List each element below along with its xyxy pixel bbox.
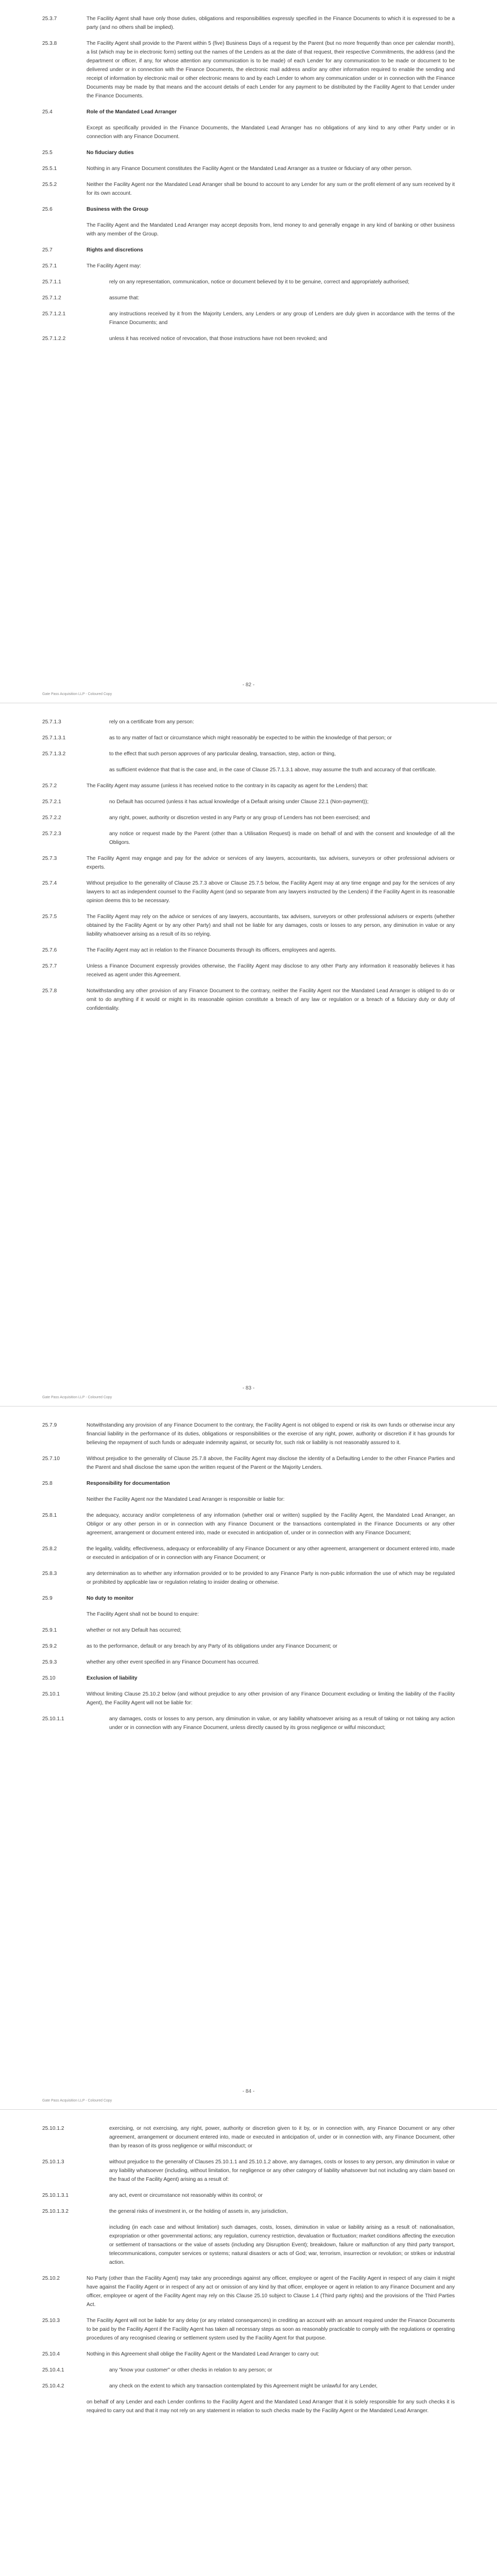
clause xyxy=(42,2158,455,2184)
page-number: - 84 - xyxy=(242,2089,255,2094)
clause-number: 25.7.10 xyxy=(42,1456,60,1462)
clause-number: 25.6 xyxy=(42,207,53,212)
clause xyxy=(42,1421,455,1447)
clause-number: 25.10.2 xyxy=(42,2276,60,2281)
clause xyxy=(42,798,455,806)
heading-text: Business with the Group xyxy=(87,207,148,212)
clause xyxy=(42,1626,455,1635)
clause-number: 25.5 xyxy=(42,150,53,156)
clause-number: 25.7.1.2 xyxy=(42,295,61,301)
section-heading xyxy=(42,108,455,116)
clause xyxy=(42,766,455,774)
page-number: - 82 - xyxy=(242,682,255,688)
clause-number: 25.7.9 xyxy=(42,1422,57,1428)
clause xyxy=(42,962,455,979)
clause-text: including (in each case and without limitation) such damages, costs, losses, diminution in value or liability arising as a result of: nationalisation, expropriation or other governmental actions; any regulation, currency restriction, devaluation or fluctuation; market conditions affecting the execution or settlement of transactions or the value of assets (including any Disruption Event); breakdown, failure or malfunction of any third party transport, telecommunications, computer services or systems; natural disasters or acts of God; war, terrorism, insurrection or revolution; or strikes or industrial action. xyxy=(109,2225,455,2265)
clause-number: 25.10.1.3.1 xyxy=(42,2193,68,2198)
clause-text: as sufficient evidence that that is the case and, in the case of Clause 25.7.1.3.1 above, may assume the truth and accuracy of that certificate. xyxy=(109,767,437,773)
clause-number: 25.8.1 xyxy=(42,1513,57,1518)
clause-text: the adequacy, accuracy and/or completeness of any information (whether oral or written) supplied by the Facility Agent, the Mandated Lead Arranger, an Obligor or any other person in or in connection with any Finance Document or the transactions contemplated in the Finance Documents or any other agreement, arrangement or document entered into, made or executed in anticipation of, under or in connection with any Finance Document; xyxy=(87,1513,455,1536)
clause xyxy=(42,1610,455,1619)
clause-text: Notwithstanding any other provision of any Finance Document to the contrary, neither the Facility Agent nor the Mandated Lead Arranger is obliged to do or omit to do anything if it would or might in its reasonable opinion constitute a breach of any law or regulation or a breach of a fiduciary duty or duty of confidentiality. xyxy=(87,988,455,1011)
clause xyxy=(42,1545,455,1562)
clause xyxy=(42,1495,455,1504)
clause xyxy=(42,912,455,939)
page-number: - 83 - xyxy=(242,1385,255,1391)
clause-text: on behalf of any Lender and each Lender confirms to the Facility Agent and the Mandated Lead Arranger that it is solely responsible for any such checks it is required to carry out and that it may not rely on any statement in relation to such checks made by the Facility Agent or the Mandated Lead Arranger. xyxy=(87,2399,455,2414)
clause xyxy=(42,14,455,32)
page-footer: Gate Pass Acquisition LLP - Coloured Copy xyxy=(42,1396,112,1399)
clause xyxy=(42,1511,455,1537)
clause-text: Unless a Finance Document expressly provides otherwise, the Facility Agent may disclose to any other Party any information it reasonably believes it has received as agent under this Agreement. xyxy=(87,963,455,978)
page-content xyxy=(42,14,455,343)
clause-number: 25.7.1.2.1 xyxy=(42,311,66,317)
document-page xyxy=(0,1406,497,2109)
clause xyxy=(42,829,455,847)
clause-text: The Facility Agent shall have only those duties, obligations and responsibilities expressly specified in the Finance Documents to which it is expressed to be a party (and no others shall be implied). xyxy=(87,16,455,30)
clause-number: 25.7.3 xyxy=(42,856,57,861)
clause xyxy=(42,164,455,173)
clause-text: the general risks of investment in, or the holding of assets in, any jurisdiction, xyxy=(109,2209,288,2214)
clause-text: to the effect that such person approves of any particular dealing, transaction, step, action or thing, xyxy=(109,751,336,757)
clause xyxy=(42,2223,455,2267)
clause xyxy=(42,987,455,1013)
clause-text: Notwithstanding any provision of any Finance Document to the contrary, the Facility Agent is not obliged to expend or risk its own funds or otherwise incur any financial liability in the performance of its duties, obligations or responsibilities or the exercise of any right, power, authority or discretion if it has grounds for believing the repayment of such funds or adequate indemnity against, or security for, such risk or liability is not reasonably assured to it. xyxy=(87,1422,455,1446)
clause xyxy=(42,854,455,872)
document-page xyxy=(0,0,497,703)
clause xyxy=(42,1642,455,1651)
section-heading xyxy=(42,148,455,157)
heading-text: No fiduciary duties xyxy=(87,150,134,156)
clause xyxy=(42,278,455,286)
document-page xyxy=(0,703,497,1406)
page-content xyxy=(42,718,455,1013)
clause-text: rely on any representation, communication, notice or document believed by it to be genuine, correct and appropriately authorised; xyxy=(109,279,409,285)
clause-number: 25.7.1.1 xyxy=(42,279,61,285)
page-content xyxy=(42,1421,455,1732)
clause xyxy=(42,124,455,141)
clause xyxy=(42,1454,455,1472)
clause-text: The Facility Agent shall provide to the Parent within 5 (five) Business Days of a request by the Parent (but no more frequently than once per calendar month), a list (which may be in electronic form) setting out the names of the Lenders as at the date of that request, their respective Commitments, the address (and the department or officer, if any, for whose attention any communication is to be made) of each Lender for any communication to be made or document to be delivered under or in connection with the Finance Documents, the electronic mail address and/or any other information required to enable the sending and receipt of information by electronic mail or other electronic means to and by each Lender to whom any communication under or in connection with the Finance Documents may be made by that means and the account details of each Lender for any payment to be distributed by the Facility Agent to that Lender under the Finance Documents. xyxy=(87,41,455,99)
clause-number: 25.10.1.2 xyxy=(42,2126,64,2131)
clause-number: 25.3.8 xyxy=(42,41,57,46)
clause xyxy=(42,734,455,742)
clause-text: Neither the Facility Agent nor the Mandated Lead Arranger shall be bound to account to any Lender for any sum or the profit element of any sum received by it for its own account. xyxy=(87,182,455,196)
clause xyxy=(42,782,455,790)
clause-number: 25.8.3 xyxy=(42,1571,57,1577)
clause-number: 25.8 xyxy=(42,1481,53,1486)
clause-number: 25.10 xyxy=(42,1675,56,1681)
clause-text: assume that: xyxy=(109,295,140,301)
clause xyxy=(42,2316,455,2343)
clause-text: The Facility Agent may assume (unless it has received notice to the contrary in its capacity as agent for the Lenders) that: xyxy=(87,783,369,789)
clause-text: as to the performance, default or any breach by any Party of its obligations under any Finance Document; or xyxy=(87,1643,338,1649)
clause-number: 25.9.3 xyxy=(42,1659,57,1665)
heading-text: Responsibility for documentation xyxy=(87,1481,170,1486)
section-heading xyxy=(42,1674,455,1683)
clause-text: The Facility Agent may: xyxy=(87,263,141,269)
clause xyxy=(42,334,455,343)
clause-number: 25.7.7 xyxy=(42,963,57,969)
clause-text: any notice or request made by the Parent (other than a Utilisation Request) is made on behalf of and with the consent and knowledge of all the Obligors. xyxy=(109,831,455,845)
clause-number: 25.9.2 xyxy=(42,1643,57,1649)
clause-text: no Default has occurred (unless it has actual knowledge of a Default arising under Clause 22.1 (Non-payment)); xyxy=(109,799,369,805)
clause-number: 25.7.2.2 xyxy=(42,815,61,821)
clause-number: 25.10.3 xyxy=(42,2318,60,2324)
clause-number: 25.10.1 xyxy=(42,1691,60,1697)
clause-number: 25.3.7 xyxy=(42,16,57,22)
clause-text: The Facility Agent may engage and pay for the advice or services of any lawyers, accountants, tax advisers, surveyors or other professional advisers or experts. xyxy=(87,856,455,870)
clause xyxy=(42,2366,455,2375)
clause xyxy=(42,2124,455,2150)
clause-number: 25.10.1.1 xyxy=(42,1716,64,1722)
clause-text: Without prejudice to the generality of Clause 25.7.3 above or Clause 25.7.5 below, the Facility Agent may at any time engage and pay for the services of any lawyers to act as independent counsel to the Facility Agent (and so separate from any lawyers instructed by the Lenders) if the Facility Agent in its reasonable opinion deems this to be necessary. xyxy=(87,880,455,904)
clause-text: any determination as to whether any information provided or to be provided to any Finance Party is non-public information the use of which may be regulated or prohibited by applicable law or regulation relating to insider dealing or otherwise. xyxy=(87,1571,455,1585)
clause-number: 25.10.4.2 xyxy=(42,2383,64,2389)
clause-number: 25.7 xyxy=(42,247,53,253)
clause-number: 25.9.1 xyxy=(42,1628,57,1633)
clause-text: The Facility Agent and the Mandated Lead Arranger may accept deposits from, lend money to and generally engage in any kind of banking or other business with any member of the Group. xyxy=(87,223,455,237)
heading-text: Role of the Mandated Lead Arranger xyxy=(87,109,177,115)
clause-text: The Facility Agent may rely on the advice or services of any lawyers, accountants, tax advisers, surveyors or other professional advisers or experts (whether obtained by the Facility Agent or by any other Party) and shall not be liable for any damages, costs or losses to any person, any diminution in value or any liability whatsoever arising as a result of its so relying. xyxy=(87,914,455,937)
clause xyxy=(42,2274,455,2309)
clause-text: rely on a certificate from any person: xyxy=(109,719,194,725)
heading-text: No duty to monitor xyxy=(87,1596,134,1601)
clause-number: 25.7.1.2.2 xyxy=(42,336,66,342)
clause xyxy=(42,2382,455,2391)
clause xyxy=(42,2398,455,2415)
clause-text: The Facility Agent may act in relation to the Finance Documents through its officers, employees and agents. xyxy=(87,947,337,953)
page-footer: Gate Pass Acquisition LLP - Coloured Copy xyxy=(42,692,112,696)
clause xyxy=(42,814,455,822)
clause-text: as to any matter of fact or circumstance which might reasonably be expected to be within the knowledge of that person; or xyxy=(109,735,392,741)
page-content xyxy=(42,2124,455,2415)
clause xyxy=(42,39,455,100)
heading-text: Rights and discretions xyxy=(87,247,143,253)
section-heading xyxy=(42,1479,455,1488)
clause xyxy=(42,750,455,758)
clause-text: Without limiting Clause 25.10.2 below (and without prejudice to any other provision of any Finance Document excluding or limiting the liability of the Facility Agent), the Facility Agent will not be liable for: xyxy=(87,1691,455,1706)
clause-text: any instructions received by it from the Majority Lenders, any Lenders or any group of Lenders are duly given in accordance with the terms of the Finance Documents; and xyxy=(109,311,455,326)
clause-text: whether or not any Default has occurred; xyxy=(87,1628,182,1633)
clause-number: 25.7.8 xyxy=(42,988,57,994)
clause-text: any right, power, authority or discretion vested in any Party or any group of Lenders has not been exercised; and xyxy=(109,815,370,821)
clause-text: any damages, costs or losses to any person, any diminution in value, or any liability whatsoever arising as a result of taking or not taking any action under or in connection with any Finance Document, unless directly caused by its gross negligence or wilful misconduct; xyxy=(109,1716,455,1731)
clause-number: 25.7.5 xyxy=(42,914,57,920)
clause-number: 25.10.4 xyxy=(42,2351,60,2357)
clause xyxy=(42,262,455,270)
clause-number: 25.7.1 xyxy=(42,263,57,269)
heading-text: Exclusion of liability xyxy=(87,1675,138,1681)
clause-number: 25.10.4.1 xyxy=(42,2367,64,2373)
clause xyxy=(42,1569,455,1587)
clause-number: 25.9 xyxy=(42,1596,53,1601)
clause xyxy=(42,180,455,198)
clause-number: 25.4 xyxy=(42,109,53,115)
clause xyxy=(42,1658,455,1667)
clause-number: 25.7.4 xyxy=(42,880,57,886)
clause-number: 25.7.2 xyxy=(42,783,57,789)
clause-text: The Facility Agent will not be liable for any delay (or any related consequences) in crediting an account with an amount required under the Finance Documents to be paid by the Facility Agent if the Facility Agent has taken all necessary steps as soon as reasonably practicable to comply with the regulations or operating procedures of any recognised clearing or settlement system used by the Facility Agent for that purpose. xyxy=(87,2318,455,2341)
clause xyxy=(42,946,455,955)
clause xyxy=(42,879,455,905)
clause-text: whether any other event specified in any Finance Document has occurred. xyxy=(87,1659,260,1665)
clause xyxy=(42,1715,455,1732)
clause-number: 25.7.1.3.2 xyxy=(42,751,66,757)
clause-text: exercising, or not exercising, any right, power, authority or discretion given to it by, or in connection with, any Finance Document or any other agreement, arrangement or document entered into, made or executed in anticipation of, under or in connection with, any Finance Document, other than by reason of its gross negligence or wilful misconduct; or xyxy=(109,2126,455,2149)
clause-text: without prejudice to the generality of Clauses 25.10.1.1 and 25.10.1.2 above, any damages, costs or losses to any person, any diminution in value or any liability whatsoever (including, without limitation, for negligence or any other category of liability whatsoever but not including any claim based on the fraud of the Facility Agent) arising as a result of: xyxy=(109,2159,455,2182)
section-heading xyxy=(42,1594,455,1603)
clause-number: 25.7.1.3 xyxy=(42,719,61,725)
clause-text: any "know your customer" or other checks in relation to any person; or xyxy=(109,2367,272,2373)
clause-text: any check on the extent to which any transaction contemplated by this Agreement might be unlawful for any Lender, xyxy=(109,2383,378,2389)
clause-text: No Party (other than the Facility Agent) may take any proceedings against any officer, employee or agent of the Facility Agent in respect of any claim it might have against the Facility Agent or in respect of any act or omission of any kind by that officer, employee or agent in relation to any Finance Document and any officer, employee or agent of the Facility Agent may rely on this Clause 25.10 subject to Clause 1.4 (Third party rights) and the provisions of the Third Parties Act. xyxy=(87,2276,455,2308)
clause xyxy=(42,294,455,302)
page-footer: Gate Pass Acquisition LLP - Coloured Copy xyxy=(42,2099,112,2103)
clause xyxy=(42,221,455,239)
clause-number: 25.5.1 xyxy=(42,166,57,172)
clause xyxy=(42,1690,455,1707)
clause-number: 25.8.2 xyxy=(42,1546,57,1552)
clause xyxy=(42,2191,455,2200)
document-page xyxy=(0,2110,497,2576)
clause xyxy=(42,2207,455,2216)
clause xyxy=(42,2350,455,2359)
clause-text: Neither the Facility Agent nor the Mandated Lead Arranger is responsible or liable for: xyxy=(87,1497,285,1502)
clause-text: Except as specifically provided in the Finance Documents, the Mandated Lead Arranger has no obligations of any kind to any other Party under or in connection with any Finance Document. xyxy=(87,125,455,140)
clause-number: 25.10.1.3.2 xyxy=(42,2209,68,2214)
clause-number: 25.10.1.3 xyxy=(42,2159,64,2165)
clause-number: 25.7.2.3 xyxy=(42,831,61,837)
clause-text: any act, event or circumstance not reasonably within its control; or xyxy=(109,2193,263,2198)
clause-number: 25.7.2.1 xyxy=(42,799,61,805)
clause-text: Without prejudice to the generality of Clause 25.7.8 above, the Facility Agent may disclose the identity of a Defaulting Lender to the other Finance Parties and the Parent and shall disclose the same upon the written request of the Parent or the Majority Lenders. xyxy=(87,1456,455,1470)
clause-number: 25.7.6 xyxy=(42,947,57,953)
clause-text: The Facility Agent shall not be bound to enquire: xyxy=(87,1612,199,1617)
section-heading xyxy=(42,246,455,255)
clause xyxy=(42,718,455,726)
clause xyxy=(42,310,455,327)
clause-text: the legality, validity, effectiveness, adequacy or enforceability of any Finance Document or any other agreement, arrangement or document entered into, made or executed in anticipation of or in connection with any Finance Document; or xyxy=(87,1546,455,1561)
clause-text: Nothing in any Finance Document constitutes the Facility Agent or the Mandated Lead Arranger as a trustee or fiduciary of any other person. xyxy=(87,166,412,172)
clause-text: Nothing in this Agreement shall oblige the Facility Agent or the Mandated Lead Arranger to carry out: xyxy=(87,2351,319,2357)
clause-number: 25.5.2 xyxy=(42,182,57,188)
clause-number: 25.7.1.3.1 xyxy=(42,735,66,741)
clause-text: unless it has received notice of revocation, that those instructions have not been revoked; and xyxy=(109,336,328,342)
section-heading xyxy=(42,205,455,214)
